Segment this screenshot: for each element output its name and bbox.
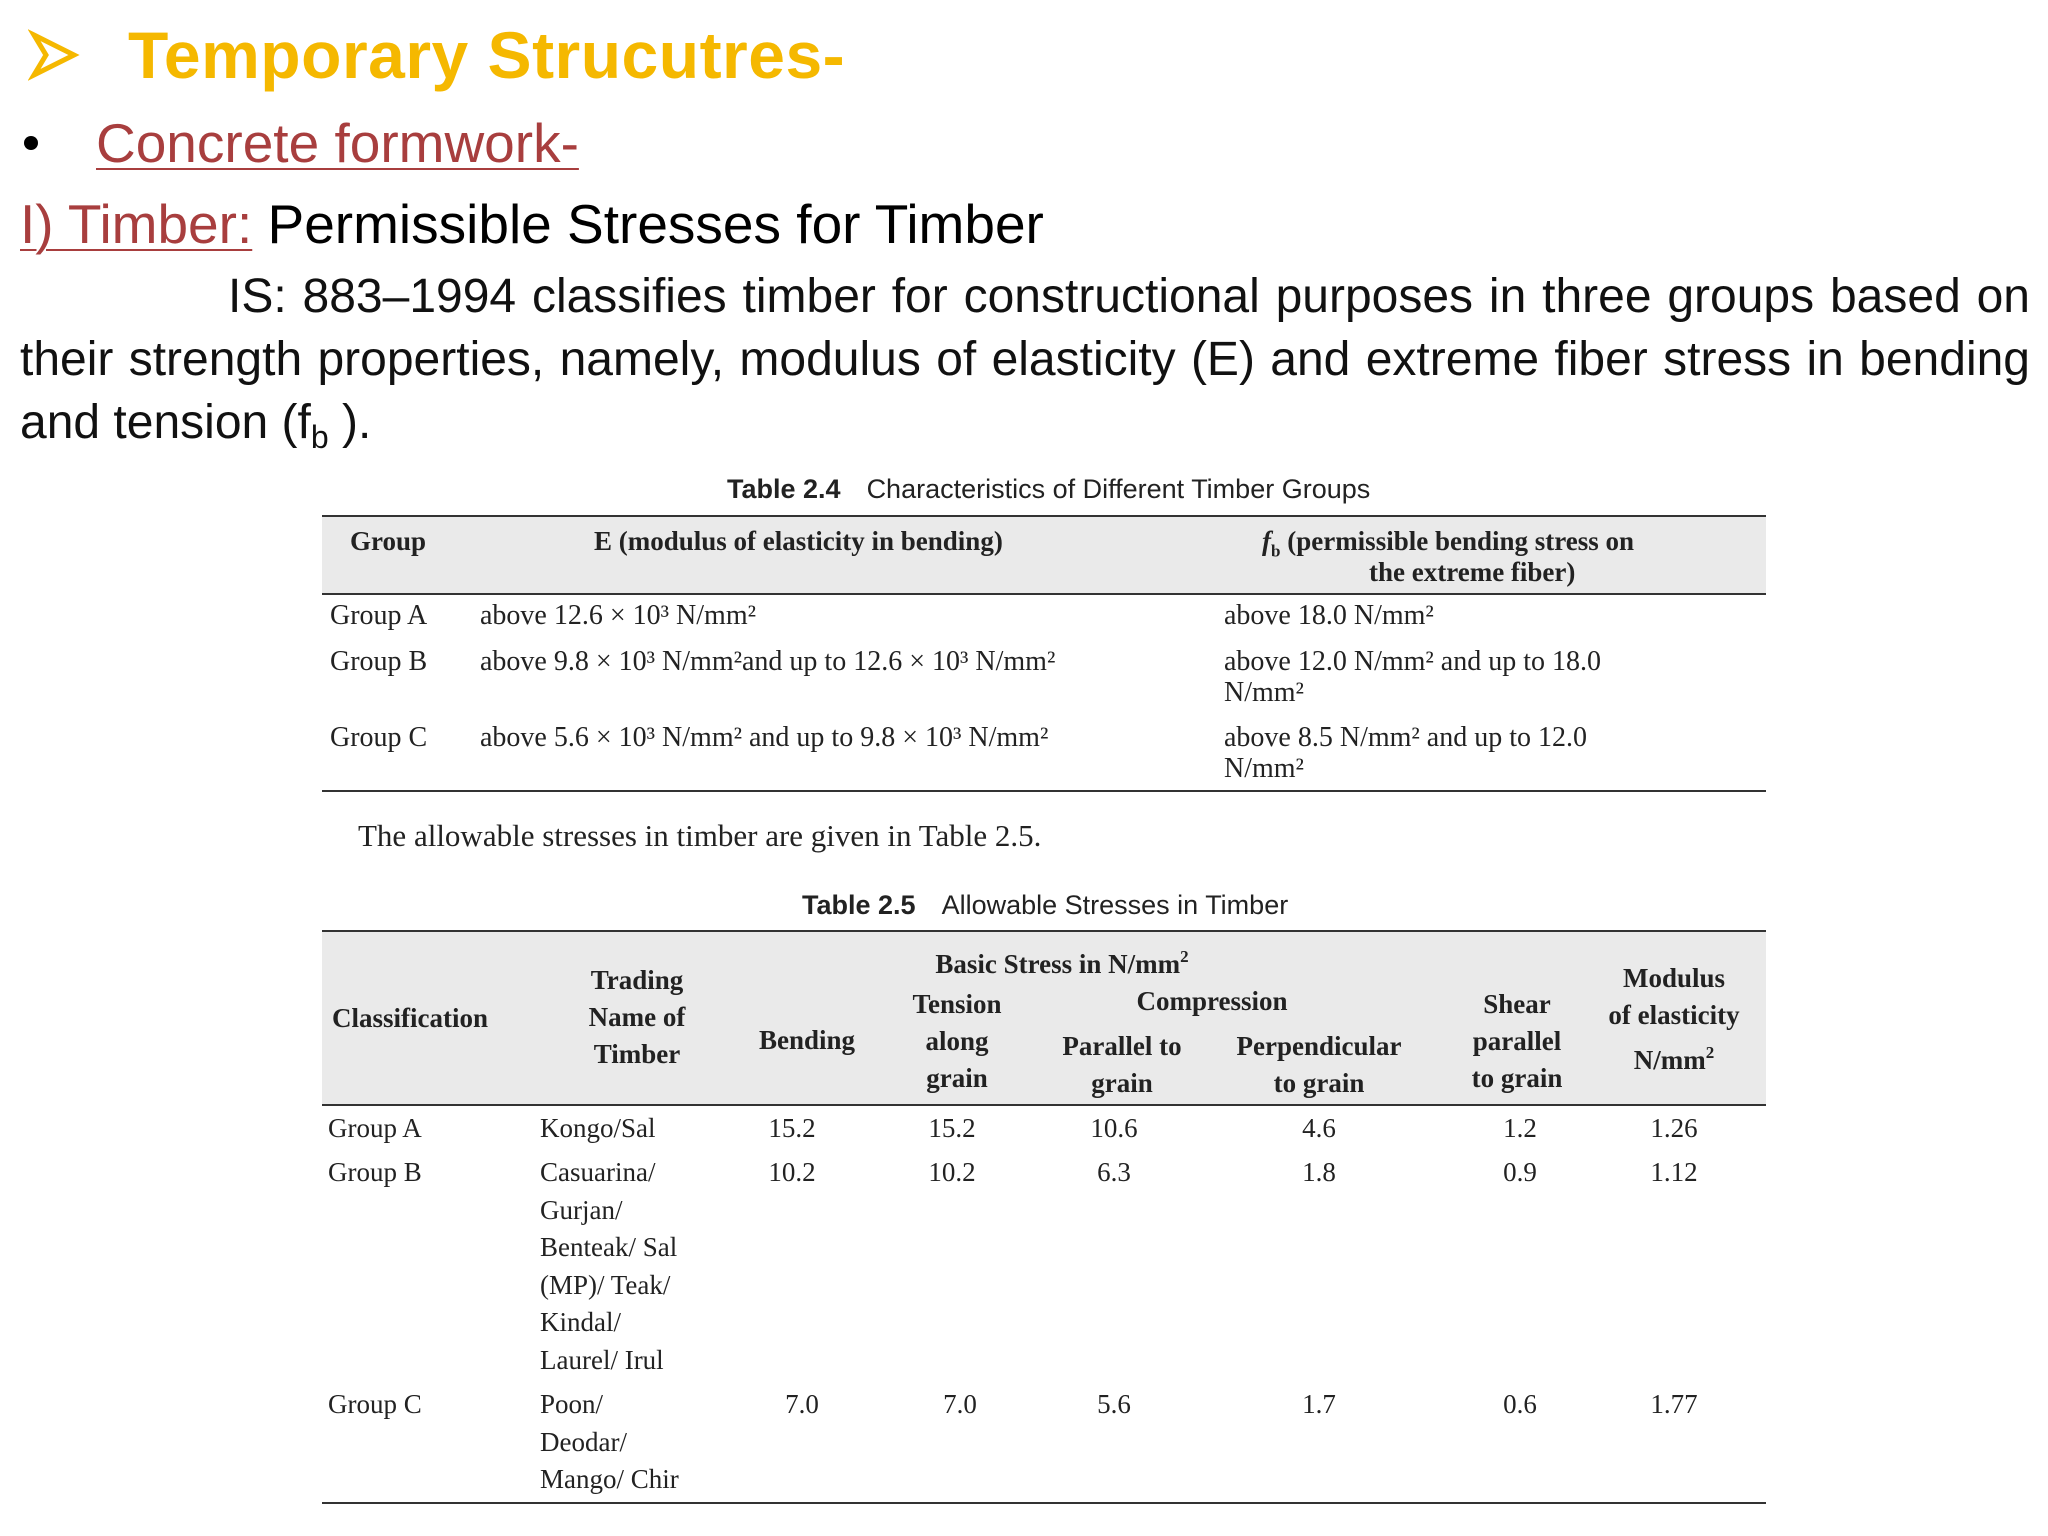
- bullet-dot-icon: [24, 136, 38, 150]
- section-heading: [20, 192, 1044, 256]
- row-b-fb-unit: N/mm²: [1224, 677, 1304, 708]
- row-a-bending: 15.2: [768, 1113, 816, 1143]
- row-a-e: above 12.6 × 10³ N/mm²: [480, 600, 756, 631]
- header-modulus: Modulus of elasticity $N/mm^2$: [1608, 963, 1740, 1075]
- table24-caption-title: Characteristics of Different Timber Groups: [866, 474, 1371, 504]
- row-a-timber-name: Kongo/Sal: [540, 1113, 656, 1143]
- row-c-fb-unit: N/mm²: [1224, 753, 1304, 784]
- table-reference-text: The allowable stresses in timber are given in Table 2.5.: [358, 818, 1042, 853]
- row-b-tension: 10.2: [928, 1157, 976, 1187]
- bullet-item: [22, 108, 579, 178]
- header-fb-line2: the extreme fiber): [1369, 557, 1576, 587]
- row-c-tension: 7.0: [943, 1389, 977, 1419]
- row-c-timber-name: Poon/ Deodar/ Mango/ Chir: [540, 1389, 679, 1494]
- row-a-fb: above 18.0 N/mm²: [1224, 600, 1434, 631]
- row-a-perpendicular: 4.6: [1302, 1113, 1336, 1143]
- row-b-e: above 9.8 × 10³ N/mm²and up to 12.6 × 10³ N/mm²: [480, 646, 1056, 677]
- table25-caption-title: Allowable Stresses in Timber: [941, 890, 1289, 920]
- intro-paragraph: [20, 265, 2030, 469]
- slide-heading: [28, 10, 845, 100]
- row-b-modulus: 1.12: [1650, 1157, 1698, 1187]
- row-c-group: Group C: [330, 722, 428, 753]
- row-a-parallel: 10.6: [1090, 1113, 1138, 1143]
- row-c-parallel: 5.6: [1097, 1389, 1131, 1419]
- table24-caption-number: Table 2.4: [727, 474, 841, 504]
- row-c-e: above 5.6 × 10³ N/mm² and up to 9.8 × 10³ N/mm²: [480, 722, 1049, 753]
- table-bottom-rule: [322, 1502, 1766, 1504]
- row-b-parallel: 6.3: [1097, 1157, 1131, 1187]
- table24-caption: [727, 474, 1370, 505]
- allowable-stresses-table: [322, 930, 1766, 1505]
- table25-caption: [802, 890, 1288, 921]
- section-title: Permissible Stresses for Timber: [252, 193, 1044, 255]
- row-b-fb: above 12.0 N/mm² and up to 18.0: [1224, 646, 1602, 677]
- row-a-group: Group A: [330, 600, 428, 631]
- row-b-group: Group B: [330, 646, 428, 677]
- row-c-bending: 7.0: [785, 1389, 819, 1419]
- header-tension: Tension along grain: [912, 989, 1002, 1093]
- row-a-tension: 15.2: [928, 1113, 976, 1143]
- row-b-classification: Group B: [328, 1157, 422, 1187]
- row-c-shear: 0.6: [1503, 1389, 1537, 1419]
- bullet-text: Concrete formwork-: [96, 112, 579, 174]
- row-c-perpendicular: 1.7: [1302, 1389, 1336, 1419]
- row-c-classification: Group C: [328, 1389, 422, 1419]
- row-b-shear: 0.9: [1503, 1157, 1537, 1187]
- header-perpendicular: Perpendicular to grain: [1236, 1031, 1402, 1098]
- paragraph-end: ).: [328, 396, 372, 449]
- row-a-shear: 1.2: [1503, 1113, 1537, 1143]
- row-c-fb: above 8.5 N/mm² and up to 12.0: [1224, 722, 1588, 753]
- header-parallel: Parallel to grain: [1062, 1031, 1182, 1098]
- header-basic-stress: Basic Stress in $N/mm^2$: [935, 947, 1189, 979]
- header-fb: $f_b$ (permissible bending stress on: [1262, 526, 1635, 561]
- header-bending: Bending: [758, 1025, 856, 1055]
- paragraph-text: IS: 883–1994 classifies timber for constructional purposes in three groups based on their strength properties, namely, modulus of elasticity (E) and extreme fiber stress in bending and tension (f: [20, 270, 2030, 449]
- slide-title: Temporary Strucutres-: [128, 18, 846, 92]
- header-trading-name: Trading Name of Timber: [588, 965, 686, 1069]
- section-label: I) Timber:: [20, 193, 253, 255]
- table25-caption-number: Table 2.5: [802, 890, 916, 920]
- row-a-modulus: 1.26: [1650, 1113, 1698, 1143]
- row-c-modulus: 1.77: [1650, 1389, 1698, 1419]
- header-classification: Classification: [332, 1003, 489, 1033]
- row-b-perpendicular: 1.8: [1302, 1157, 1336, 1187]
- header-shear: Shear parallel to grain: [1471, 989, 1563, 1093]
- row-b-bending: 10.2: [768, 1157, 816, 1187]
- row-b-timber-name: Casuarina/ Gurjan/ Benteak/ Sal (MP)/ Teak/ Kindal/ Laurel/ Irul: [540, 1157, 678, 1375]
- row-a-classification: Group A: [328, 1113, 422, 1143]
- header-compression: Compression: [1136, 986, 1288, 1016]
- arrow-bullet-icon: [28, 29, 80, 81]
- header-group: Group: [350, 526, 427, 556]
- timber-groups-table: [322, 515, 1766, 793]
- table-header-rule: [322, 593, 1766, 595]
- paragraph-subscript: b: [310, 419, 329, 455]
- header-e: E (modulus of elasticity in bending): [594, 526, 1003, 556]
- table-bottom-rule: [322, 790, 1766, 792]
- table-header-rule: [322, 1104, 1766, 1106]
